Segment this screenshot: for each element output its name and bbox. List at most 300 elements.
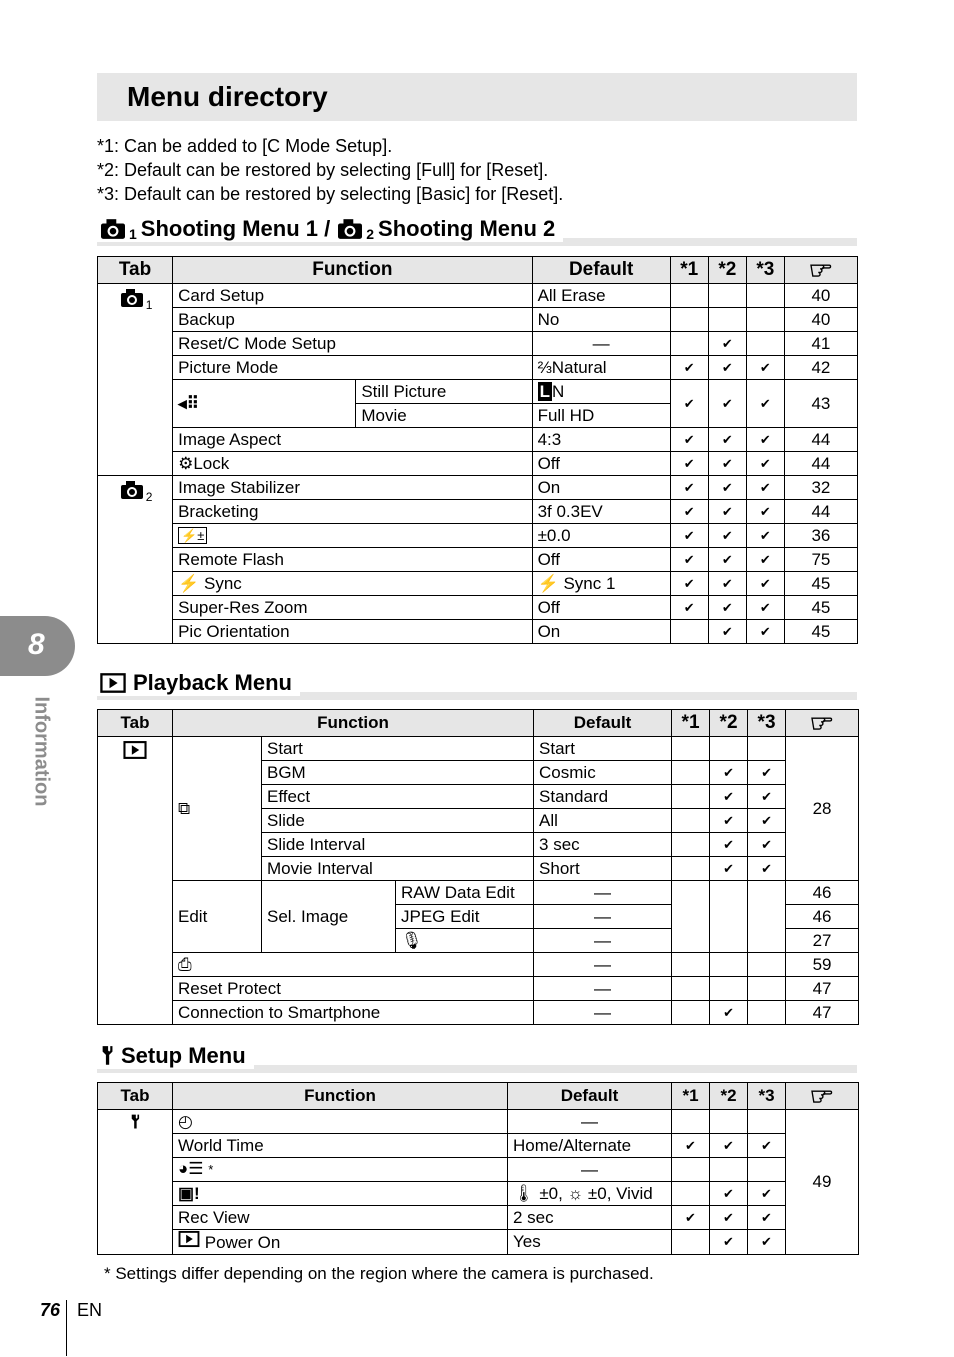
table-row: [98, 1134, 859, 1158]
slideshow-icon-cell: [173, 737, 262, 881]
function-cell: Reset Protect: [173, 977, 534, 1001]
function-cell: [173, 1182, 508, 1206]
s1-cell: [672, 737, 710, 761]
s1-cell: [672, 977, 710, 1001]
table-row: [98, 737, 859, 761]
function-cell: [173, 1110, 508, 1134]
asterisk: *: [208, 1162, 214, 1177]
default-text: ±0, Vivid: [587, 1183, 653, 1203]
check-mark: ✔: [672, 1206, 710, 1230]
default-cell: On: [532, 620, 670, 644]
edit-cell: Edit: [173, 881, 262, 953]
camera-icon: [97, 217, 129, 241]
function-cell: Pic Orientation: [173, 620, 532, 644]
natural-mode-icon: ⅔: [537, 357, 552, 377]
function-cell: Image Stabilizer: [173, 476, 532, 500]
table-row: [98, 977, 859, 1001]
s2-cell: [710, 737, 748, 761]
default-cell: No: [532, 308, 670, 332]
clock-icon: ◴: [178, 1111, 193, 1131]
page-cell: 44: [784, 428, 857, 452]
check-mark: ✔: [710, 1134, 748, 1158]
s1-cell: [672, 1230, 710, 1255]
flash-compensation-icon: ⚡±: [178, 527, 207, 544]
check-mark: ✔: [670, 380, 708, 428]
check-mark: ✔: [708, 356, 746, 380]
footnote: * Settings differ depending on the region where the camera is purchased.: [104, 1264, 654, 1283]
function-cell: Slide Interval: [262, 833, 534, 857]
s2-cell: [708, 308, 746, 332]
function-cell: Movie Interval: [262, 857, 534, 881]
check-mark: ✔: [748, 857, 786, 881]
s1-cell: [672, 785, 710, 809]
col-page: [786, 710, 859, 737]
shooting-menu-heading: [97, 216, 857, 246]
image-quality-icon: ◂⠿: [178, 393, 200, 413]
col-s3: *3: [748, 1083, 786, 1110]
play-icon: [123, 740, 147, 760]
page-cell: 75: [784, 548, 857, 572]
table-row: [98, 548, 858, 572]
page-cell: 36: [784, 524, 857, 548]
s3-cell: [748, 1110, 786, 1134]
default-text: Sync 1: [563, 573, 616, 593]
check-mark: ✔: [746, 428, 784, 452]
table-row: [98, 953, 859, 977]
default-cell: All: [534, 809, 672, 833]
check-mark: ✔: [746, 452, 784, 476]
page-cell: 44: [784, 500, 857, 524]
camera-icon: [118, 287, 146, 309]
col-s1: *1: [672, 1083, 710, 1110]
page-cell: 45: [784, 620, 857, 644]
default-cell: Yes: [508, 1230, 672, 1255]
check-mark: ✔: [708, 380, 746, 428]
function-cell: Backup: [173, 308, 532, 332]
function-cell: Image Aspect: [173, 428, 532, 452]
check-mark: ✔: [670, 500, 708, 524]
lock-icon: ⚙: [178, 453, 194, 473]
setup-menu-heading: [97, 1043, 857, 1073]
s2-cell: [708, 284, 746, 308]
tab-shooting-2: [98, 476, 173, 644]
s1-cell: [672, 953, 710, 977]
microphone-icon: 🎙: [401, 930, 423, 950]
tab2-sub: 2: [366, 226, 375, 242]
default-cell: [532, 572, 670, 596]
check-mark: ✔: [708, 524, 746, 548]
s1-cell: [672, 809, 710, 833]
s3-cell: [746, 308, 784, 332]
s3-cell: [746, 284, 784, 308]
default-cell: [532, 380, 670, 404]
function-cell: Start: [262, 737, 534, 761]
page-cell: 45: [784, 572, 857, 596]
function-cell: Still Picture: [356, 380, 532, 404]
function-cell: Reset/C Mode Setup: [173, 332, 532, 356]
check-mark: ✔: [708, 500, 746, 524]
default-text: Natural: [551, 357, 607, 377]
check-mark: ✔: [746, 356, 784, 380]
s1-cell: [670, 308, 708, 332]
check-mark: ✔: [748, 1206, 786, 1230]
function-cell: World Time: [173, 1134, 508, 1158]
function-cell: Connection to Smartphone: [173, 1001, 534, 1025]
page-cell: 59: [786, 953, 859, 977]
check-mark: ✔: [708, 572, 746, 596]
check-mark: ✔: [670, 476, 708, 500]
check-mark: ✔: [710, 857, 748, 881]
page-cell: 46: [786, 905, 859, 929]
default-cell: Off: [532, 548, 670, 572]
s1-cell: [670, 620, 708, 644]
tab-setup: [98, 1110, 173, 1255]
page-cell: 44: [784, 452, 857, 476]
large-size-icon: L: [539, 381, 550, 401]
page-title: Menu directory: [127, 81, 328, 112]
s3-cell: [748, 977, 786, 1001]
default-cell: Start: [534, 737, 672, 761]
s3-cell: [748, 1001, 786, 1025]
table-row: [98, 332, 858, 356]
s1-cell: [672, 1182, 710, 1206]
play-icon: [178, 1230, 200, 1248]
sel-image-cell: Sel. Image: [262, 881, 396, 953]
default-cell: —: [534, 1001, 672, 1025]
note-1: *1: Can be added to [C Mode Setup].: [97, 136, 393, 156]
page-ref-hand-icon: [807, 710, 837, 730]
s2-cell: [710, 953, 748, 977]
check-mark: ✔: [670, 452, 708, 476]
flash-icon: ⚡: [537, 573, 559, 593]
default-cell: 3 sec: [534, 833, 672, 857]
check-mark: ✔: [748, 1134, 786, 1158]
col-s2: *2: [710, 1083, 748, 1110]
function-cell: [173, 572, 532, 596]
default-cell: —: [534, 929, 672, 953]
page-cell: 47: [786, 1001, 859, 1025]
wrench-icon: [128, 1113, 142, 1131]
col-s3: *3: [748, 710, 786, 737]
table-header: [98, 1083, 859, 1110]
function-cell: [396, 929, 534, 953]
function-text: Power On: [204, 1233, 281, 1252]
function-cell: Movie: [356, 404, 532, 428]
function-cell: [173, 524, 532, 548]
default-cell: 3f 0.3EV: [532, 500, 670, 524]
function-cell: RAW Data Edit: [396, 881, 534, 905]
function-cell: Remote Flash: [173, 548, 532, 572]
thermometer-icon: 🌡: [513, 1183, 535, 1203]
shooting-heading-2: Shooting Menu 2: [378, 216, 556, 241]
function-cell: Super-Res Zoom: [173, 596, 532, 620]
check-mark: ✔: [708, 596, 746, 620]
playback-menu-heading: [97, 670, 857, 700]
page-cell: 40: [784, 308, 857, 332]
table-row: [98, 356, 858, 380]
page-cell: 47: [786, 977, 859, 1001]
function-cell: Picture Mode: [173, 356, 532, 380]
check-mark: ✔: [670, 572, 708, 596]
language-code: EN: [77, 1300, 103, 1320]
default-cell: —: [534, 905, 672, 929]
s1-cell: [670, 332, 708, 356]
camera-icon: [118, 479, 146, 501]
page-footer: [40, 1300, 102, 1321]
tab-playback: [98, 737, 173, 1025]
page-cell: 32: [784, 476, 857, 500]
check-mark: ✔: [746, 572, 784, 596]
chapter-tab: [0, 616, 75, 676]
wrench-icon: [97, 1044, 117, 1068]
table-row: [98, 572, 858, 596]
camera-icon: [334, 217, 366, 241]
page-cell: 49: [786, 1110, 859, 1255]
s1-cell: [672, 881, 710, 953]
check-mark: ✔: [710, 809, 748, 833]
col-s2: *2: [708, 257, 746, 284]
default-cell: Full HD: [532, 404, 670, 428]
table-row: [98, 1110, 859, 1134]
default-cell: 4:3: [532, 428, 670, 452]
chapter-label-wrap: [26, 690, 56, 820]
s3-cell: [748, 1158, 786, 1182]
check-mark: ✔: [670, 356, 708, 380]
check-mark: ✔: [748, 785, 786, 809]
s1-cell: [672, 833, 710, 857]
check-mark: ✔: [710, 761, 748, 785]
tab-sub: 1: [145, 298, 153, 312]
check-mark: ✔: [708, 452, 746, 476]
page-number: 76: [40, 1300, 61, 1320]
table-row: [98, 284, 858, 308]
tab-sub: 2: [145, 490, 153, 504]
play-icon: [97, 672, 129, 694]
check-mark: ✔: [710, 1182, 748, 1206]
check-mark: ✔: [748, 1230, 786, 1255]
print-order-icon: ⎙: [178, 954, 192, 974]
table-row: [98, 596, 858, 620]
notes: [97, 134, 563, 206]
col-tab: Tab: [98, 257, 173, 284]
chapter-label: Information: [30, 696, 53, 807]
page-cell: 42: [784, 356, 857, 380]
function-cell: BGM: [262, 761, 534, 785]
default-text: N: [551, 381, 565, 401]
s1-cell: [672, 1001, 710, 1025]
playback-menu-table: [97, 709, 859, 1025]
s1-cell: [672, 761, 710, 785]
default-cell: —: [508, 1158, 672, 1182]
function-cell: Slide: [262, 809, 534, 833]
title-band: [97, 73, 857, 121]
check-mark: ✔: [710, 1230, 748, 1255]
slideshow-icon: ⧉: [178, 798, 191, 818]
tab-shooting-1: [98, 284, 173, 476]
page-cell: 45: [784, 596, 857, 620]
table-row: [98, 1230, 859, 1255]
check-mark: ✔: [748, 809, 786, 833]
check-mark: ✔: [670, 548, 708, 572]
default-cell: Home/Alternate: [508, 1134, 672, 1158]
default-cell: Short: [534, 857, 672, 881]
page-ref-hand-icon: [807, 1083, 837, 1103]
check-mark: ✔: [670, 596, 708, 620]
col-default: Default: [534, 710, 672, 737]
function-cell: [173, 1158, 508, 1182]
default-cell: —: [534, 977, 672, 1001]
check-mark: ✔: [708, 476, 746, 500]
default-cell: All Erase: [532, 284, 670, 308]
default-cell: On: [532, 476, 670, 500]
default-cell: Cosmic: [534, 761, 672, 785]
function-cell: [173, 1230, 508, 1255]
check-mark: ✔: [746, 524, 784, 548]
default-cell: —: [534, 881, 672, 905]
check-mark: ✔: [748, 1182, 786, 1206]
check-mark: ✔: [748, 833, 786, 857]
table-row: [98, 452, 858, 476]
table-row: [98, 1158, 859, 1182]
page-cell: 40: [784, 284, 857, 308]
col-function: Function: [173, 1083, 508, 1110]
table-row: [98, 500, 858, 524]
s1-cell: [672, 1110, 710, 1134]
col-page: [786, 1083, 859, 1110]
function-cell: Card Setup: [173, 284, 532, 308]
function-cell: [173, 953, 534, 977]
check-mark: ✔: [746, 476, 784, 500]
check-mark: ✔: [746, 548, 784, 572]
check-mark: ✔: [710, 1001, 748, 1025]
col-default: Default: [508, 1083, 672, 1110]
col-function: Function: [173, 257, 532, 284]
s2-cell: [710, 977, 748, 1001]
function-text: Sync: [204, 573, 242, 593]
s3-cell: [748, 953, 786, 977]
check-mark: ✔: [710, 785, 748, 809]
col-s1: *1: [670, 257, 708, 284]
check-mark: ✔: [670, 428, 708, 452]
image-quality-icon-cell: [173, 380, 356, 428]
s1-cell: [672, 1158, 710, 1182]
note-3: *3: Default can be restored by selecting [Basic] for [Reset].: [97, 184, 564, 204]
default-cell: Off: [532, 596, 670, 620]
page-cell: 28: [786, 737, 859, 881]
table-header: [98, 710, 859, 737]
default-cell: Off: [532, 452, 670, 476]
s2-cell: [710, 1110, 748, 1134]
default-cell: Standard: [534, 785, 672, 809]
table-header: [98, 257, 858, 284]
footer-divider: [66, 1300, 67, 1356]
page-cell: 27: [786, 929, 859, 953]
s2-cell: [710, 881, 748, 953]
col-function: Function: [173, 710, 534, 737]
chapter-number: 8: [28, 628, 45, 661]
table-row: [98, 308, 858, 332]
col-tab: Tab: [98, 1083, 173, 1110]
check-mark: ✔: [670, 524, 708, 548]
check-mark: ✔: [708, 332, 746, 356]
table-row: [98, 428, 858, 452]
check-mark: ✔: [746, 620, 784, 644]
check-mark: ✔: [710, 1206, 748, 1230]
function-cell: Bracketing: [173, 500, 532, 524]
page-cell: 43: [784, 380, 857, 428]
table-row: [98, 1206, 859, 1230]
table-row: [98, 620, 858, 644]
s3-cell: [746, 332, 784, 356]
check-mark: ✔: [710, 833, 748, 857]
s2-cell: [710, 1158, 748, 1182]
check-mark: ✔: [748, 761, 786, 785]
flash-icon: ⚡: [178, 573, 200, 593]
monitor-adjust-icon: ▣!: [178, 1183, 200, 1203]
check-mark: ✔: [708, 548, 746, 572]
s1-cell: [672, 857, 710, 881]
default-cell: [532, 356, 670, 380]
check-mark: ✔: [672, 1134, 710, 1158]
col-page: [784, 257, 857, 284]
page-ref-hand-icon: [806, 257, 836, 277]
function-cell: [173, 452, 532, 476]
setup-menu-table: [97, 1082, 859, 1255]
col-s2: *2: [710, 710, 748, 737]
check-mark: ✔: [746, 596, 784, 620]
check-mark: ✔: [746, 500, 784, 524]
s3-cell: [748, 881, 786, 953]
note-2: *2: Default can be restored by selecting [Full] for [Reset].: [97, 160, 549, 180]
brightness-icon: ☼: [567, 1183, 584, 1203]
table-row: [98, 476, 858, 500]
page-cell: 41: [784, 332, 857, 356]
table-row: [98, 881, 859, 905]
default-cell: —: [532, 332, 670, 356]
col-s3: *3: [746, 257, 784, 284]
function-cell: Rec View: [173, 1206, 508, 1230]
check-mark: ✔: [708, 620, 746, 644]
tab1-sub: 1: [129, 226, 137, 242]
col-s1: *1: [672, 710, 710, 737]
default-text: ±0,: [539, 1183, 563, 1203]
shooting-heading-1: Shooting Menu 1 /: [140, 216, 331, 241]
default-cell: —: [534, 953, 672, 977]
page-cell: 46: [786, 881, 859, 905]
shooting-menu-table: [97, 256, 858, 644]
default-cell: 2 sec: [508, 1206, 672, 1230]
language-icon: ◕☰: [178, 1159, 204, 1178]
check-mark: ✔: [708, 428, 746, 452]
s3-cell: [748, 737, 786, 761]
col-tab: Tab: [98, 710, 173, 737]
playback-heading-text: Playback Menu: [133, 670, 292, 695]
default-cell: [508, 1182, 672, 1206]
setup-heading-text: Setup Menu: [121, 1043, 246, 1068]
default-cell: —: [508, 1110, 672, 1134]
table-row: [98, 380, 858, 404]
function-cell: JPEG Edit: [396, 905, 534, 929]
table-row: [98, 524, 858, 548]
table-row: [98, 1182, 859, 1206]
table-row: [98, 1001, 859, 1025]
col-default: Default: [532, 257, 670, 284]
default-cell: ±0.0: [532, 524, 670, 548]
function-cell: Effect: [262, 785, 534, 809]
check-mark: ✔: [746, 380, 784, 428]
function-text: Lock: [193, 453, 230, 473]
s1-cell: [670, 284, 708, 308]
